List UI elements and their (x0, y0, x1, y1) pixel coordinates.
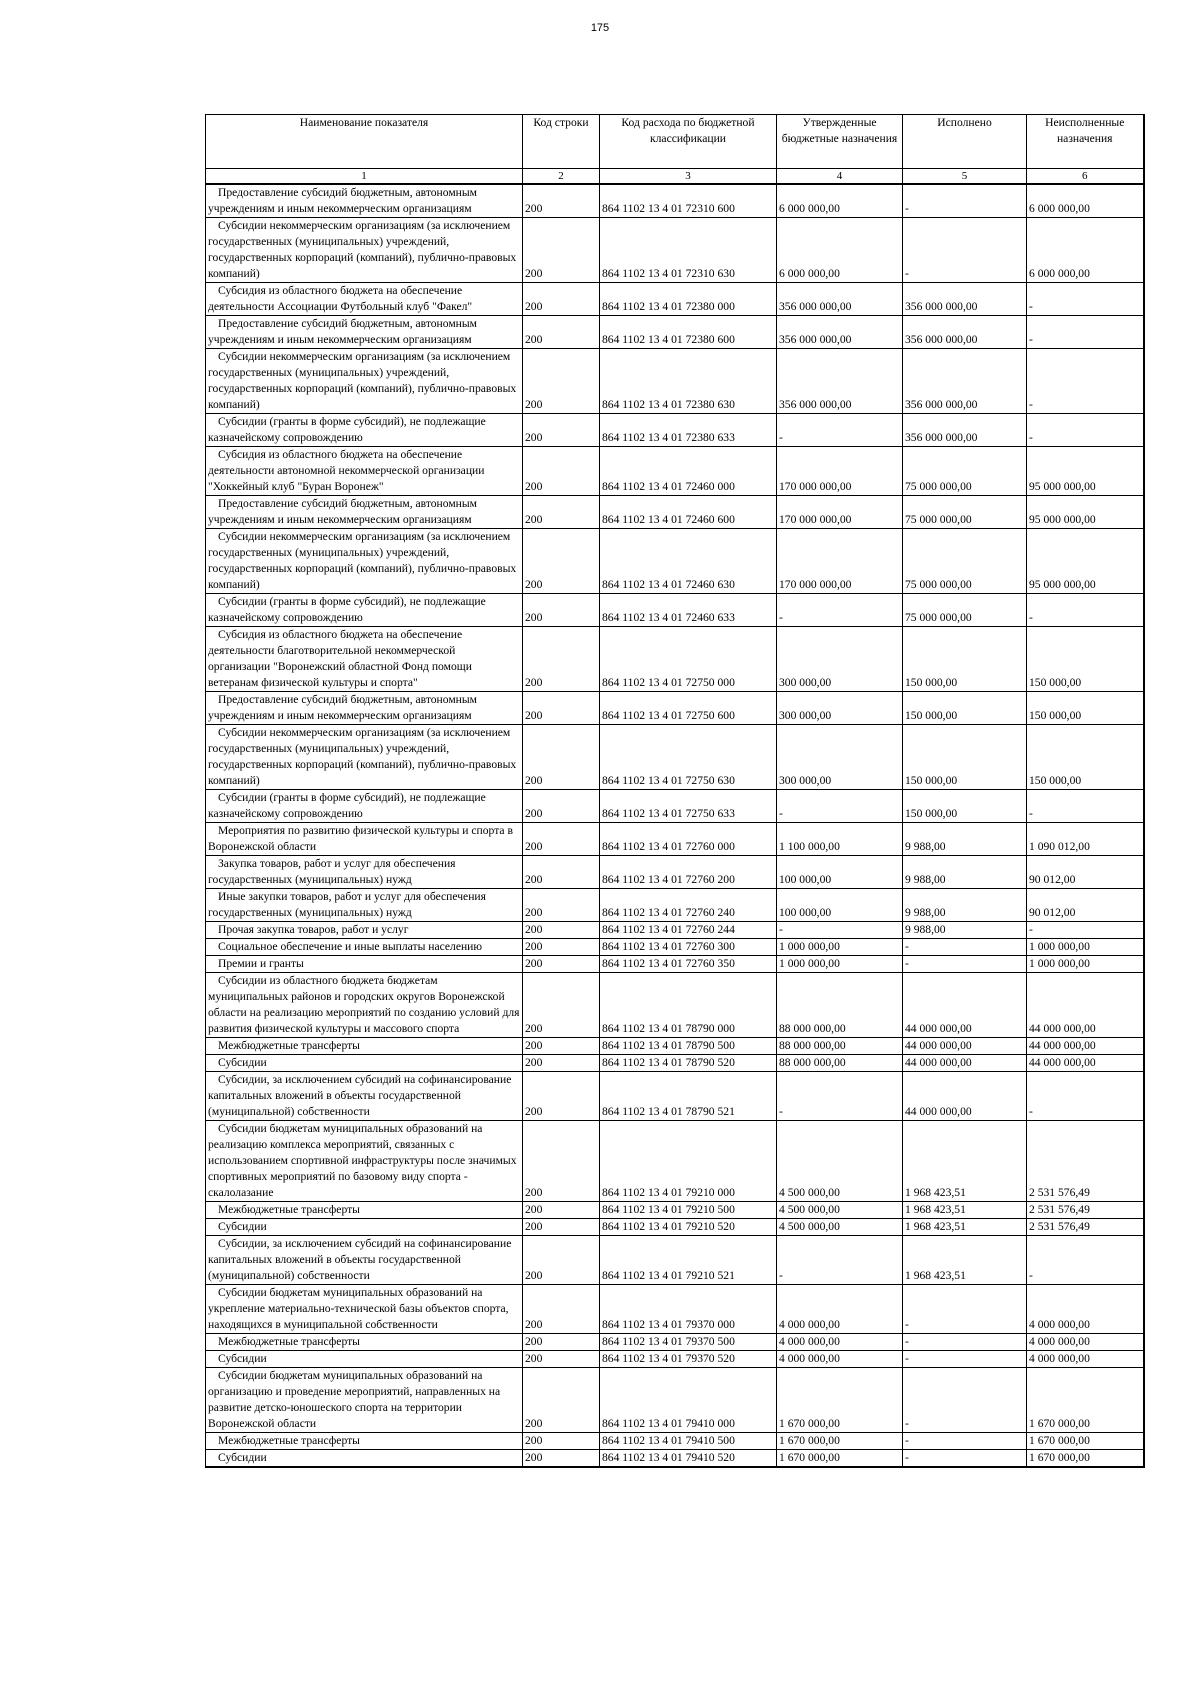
budget-code-cell: 864 1102 13 4 01 79210 521 (600, 1236, 777, 1285)
unexecuted-cell: 95 000 000,00 (1027, 496, 1144, 529)
row-code-cell: 200 (523, 1285, 600, 1334)
row-code-cell: 200 (523, 889, 600, 922)
row-code-cell: 200 (523, 594, 600, 627)
row-code-cell: 200 (523, 218, 600, 283)
unexecuted-cell: 6 000 000,00 (1027, 218, 1144, 283)
executed-cell: 356 000 000,00 (903, 349, 1027, 414)
executed-cell: 44 000 000,00 (903, 1055, 1027, 1072)
executed-cell: 9 988,00 (903, 922, 1027, 939)
table-row (206, 1334, 1144, 1351)
row-code-cell: 200 (523, 922, 600, 939)
column-header-unexecuted: Неисполненные назначения (1027, 115, 1144, 169)
budget-code-cell: 864 1102 13 4 01 72380 600 (600, 316, 777, 349)
executed-cell: 150 000,00 (903, 790, 1027, 823)
row-code-cell: 200 (523, 496, 600, 529)
approved-cell: 88 000 000,00 (777, 973, 903, 1038)
row-code-cell: 200 (523, 1038, 600, 1055)
column-number: 4 (777, 169, 903, 185)
unexecuted-cell: 1 670 000,00 (1027, 1368, 1144, 1433)
table-row (206, 1202, 1144, 1219)
row-name-cell: Субсидии (гранты в форме субсидий), не подлежащие казначейскому сопровождению (206, 594, 523, 627)
row-code-cell: 200 (523, 1334, 600, 1351)
budget-code-cell: 864 1102 13 4 01 72380 630 (600, 349, 777, 414)
approved-cell: - (777, 414, 903, 447)
executed-cell: - (903, 956, 1027, 973)
budget-execution-table (205, 114, 1145, 1468)
budget-code-cell: 864 1102 13 4 01 72460 600 (600, 496, 777, 529)
unexecuted-cell: 90 012,00 (1027, 889, 1144, 922)
row-name-cell: Межбюджетные трансферты (206, 1433, 523, 1450)
row-code-cell: 200 (523, 316, 600, 349)
row-name-cell: Межбюджетные трансферты (206, 1202, 523, 1219)
table-row (206, 1219, 1144, 1236)
row-code-cell: 200 (523, 790, 600, 823)
executed-cell: - (903, 1285, 1027, 1334)
approved-cell: - (777, 790, 903, 823)
approved-cell: 100 000,00 (777, 889, 903, 922)
row-name-cell: Межбюджетные трансферты (206, 1334, 523, 1351)
row-name-cell: Субсидии, за исключением субсидий на софинансирование капитальных вложений в объекты государственной (муниципальной) собственности (206, 1072, 523, 1121)
row-name-cell: Субсидия из областного бюджета на обеспечение деятельности благотворительной некоммерческой организации "Воронежский областной Фонд помощи ветеранам физической культуры и спорта" (206, 627, 523, 692)
budget-code-cell: 864 1102 13 4 01 72750 633 (600, 790, 777, 823)
budget-code-cell: 864 1102 13 4 01 72750 600 (600, 692, 777, 725)
budget-code-cell: 864 1102 13 4 01 79210 000 (600, 1121, 777, 1202)
row-name-cell: Прочая закупка товаров, работ и услуг (206, 922, 523, 939)
executed-cell: 356 000 000,00 (903, 316, 1027, 349)
row-code-cell: 200 (523, 627, 600, 692)
table-row (206, 939, 1144, 956)
approved-cell: - (777, 1072, 903, 1121)
table-row (206, 1121, 1144, 1202)
column-header-name: Наименование показателя (206, 115, 523, 169)
budget-code-cell: 864 1102 13 4 01 72460 630 (600, 529, 777, 594)
unexecuted-cell: - (1027, 790, 1144, 823)
approved-cell: 6 000 000,00 (777, 184, 903, 218)
row-name-cell: Субсидии (гранты в форме субсидий), не подлежащие казначейскому сопровождению (206, 414, 523, 447)
table-row (206, 1038, 1144, 1055)
executed-cell: - (903, 1450, 1027, 1468)
approved-cell: 300 000,00 (777, 692, 903, 725)
table-row (206, 447, 1144, 496)
budget-code-cell: 864 1102 13 4 01 72760 000 (600, 823, 777, 856)
row-code-cell: 200 (523, 1202, 600, 1219)
executed-cell: - (903, 218, 1027, 283)
row-name-cell: Субсидии (206, 1450, 523, 1468)
budget-code-cell: 864 1102 13 4 01 78790 500 (600, 1038, 777, 1055)
budget-code-cell: 864 1102 13 4 01 72310 600 (600, 184, 777, 218)
approved-cell: 1 100 000,00 (777, 823, 903, 856)
approved-cell: 1 000 000,00 (777, 939, 903, 956)
unexecuted-cell: 6 000 000,00 (1027, 184, 1144, 218)
row-name-cell: Иные закупки товаров, работ и услуг для обеспечения государственных (муниципальных) нужд (206, 889, 523, 922)
table-row (206, 627, 1144, 692)
budget-code-cell: 864 1102 13 4 01 72760 200 (600, 856, 777, 889)
approved-cell: 300 000,00 (777, 627, 903, 692)
unexecuted-cell: 1 670 000,00 (1027, 1450, 1144, 1468)
table-body (206, 184, 1144, 1467)
row-code-cell: 200 (523, 414, 600, 447)
column-number: 2 (523, 169, 600, 185)
approved-cell: 170 000 000,00 (777, 447, 903, 496)
executed-cell: 44 000 000,00 (903, 1038, 1027, 1055)
executed-cell: 1 968 423,51 (903, 1219, 1027, 1236)
executed-cell: 150 000,00 (903, 725, 1027, 790)
unexecuted-cell: 90 012,00 (1027, 856, 1144, 889)
table-row (206, 594, 1144, 627)
row-code-cell: 200 (523, 973, 600, 1038)
budget-code-cell: 864 1102 13 4 01 72760 240 (600, 889, 777, 922)
row-name-cell: Премии и гранты (206, 956, 523, 973)
executed-cell: - (903, 939, 1027, 956)
approved-cell: 4 000 000,00 (777, 1334, 903, 1351)
row-code-cell: 200 (523, 184, 600, 218)
table-row (206, 922, 1144, 939)
row-name-cell: Субсидии (гранты в форме субсидий), не подлежащие казначейскому сопровождению (206, 790, 523, 823)
unexecuted-cell: - (1027, 316, 1144, 349)
unexecuted-cell: - (1027, 414, 1144, 447)
unexecuted-cell: 4 000 000,00 (1027, 1351, 1144, 1368)
row-name-cell: Предоставление субсидий бюджетным, автономным учреждениям и иным некоммерческим организациям (206, 184, 523, 218)
table-row (206, 956, 1144, 973)
unexecuted-cell: 44 000 000,00 (1027, 1038, 1144, 1055)
approved-cell: 4 000 000,00 (777, 1351, 903, 1368)
column-header-row-code: Код строки (523, 115, 600, 169)
table-row (206, 184, 1144, 218)
table-row (206, 725, 1144, 790)
unexecuted-cell: 2 531 576,49 (1027, 1121, 1144, 1202)
budget-code-cell: 864 1102 13 4 01 72750 000 (600, 627, 777, 692)
unexecuted-cell: 1 670 000,00 (1027, 1433, 1144, 1450)
row-name-cell: Субсидии из областного бюджета бюджетам муниципальных районов и городских округов Воронежской области на реализацию мероприятий по созданию условий для развития физической культуры и массового спорта (206, 973, 523, 1038)
column-header-budget-code: Код расхода по бюджетной классификации (600, 115, 777, 169)
column-number: 5 (903, 169, 1027, 185)
row-code-cell: 200 (523, 1219, 600, 1236)
budget-code-cell: 864 1102 13 4 01 72310 630 (600, 218, 777, 283)
budget-code-cell: 864 1102 13 4 01 79370 500 (600, 1334, 777, 1351)
executed-cell: 9 988,00 (903, 823, 1027, 856)
row-name-cell: Субсидии некоммерческим организациям (за исключением государственных (муниципальных) учреждений, государственных корпораций (компаний), публично-правовых компаний) (206, 529, 523, 594)
column-number: 6 (1027, 169, 1144, 185)
row-code-cell: 200 (523, 349, 600, 414)
table-row (206, 692, 1144, 725)
table-row (206, 414, 1144, 447)
budget-code-cell: 864 1102 13 4 01 72760 350 (600, 956, 777, 973)
row-code-cell: 200 (523, 856, 600, 889)
table-row (206, 1433, 1144, 1450)
table-row (206, 856, 1144, 889)
row-name-cell: Предоставление субсидий бюджетным, автономным учреждениям и иным некоммерческим организациям (206, 692, 523, 725)
unexecuted-cell: 95 000 000,00 (1027, 529, 1144, 594)
table-row (206, 349, 1144, 414)
budget-code-cell: 864 1102 13 4 01 78790 520 (600, 1055, 777, 1072)
row-name-cell: Межбюджетные трансферты (206, 1038, 523, 1055)
table-row (206, 316, 1144, 349)
row-name-cell: Субсидии (206, 1055, 523, 1072)
table-row (206, 283, 1144, 316)
table-row (206, 529, 1144, 594)
unexecuted-cell: 1 000 000,00 (1027, 956, 1144, 973)
executed-cell: 75 000 000,00 (903, 529, 1027, 594)
table-row (206, 496, 1144, 529)
executed-cell: 44 000 000,00 (903, 1072, 1027, 1121)
row-code-cell: 200 (523, 823, 600, 856)
unexecuted-cell: - (1027, 283, 1144, 316)
unexecuted-cell: 150 000,00 (1027, 692, 1144, 725)
budget-code-cell: 864 1102 13 4 01 79370 000 (600, 1285, 777, 1334)
executed-cell: 9 988,00 (903, 889, 1027, 922)
budget-code-cell: 864 1102 13 4 01 72380 633 (600, 414, 777, 447)
row-name-cell: Мероприятия по развитию физической культуры и спорта в Воронежской области (206, 823, 523, 856)
executed-cell: - (903, 184, 1027, 218)
column-number: 1 (206, 169, 523, 185)
budget-code-cell: 864 1102 13 4 01 78790 000 (600, 973, 777, 1038)
row-code-cell: 200 (523, 1121, 600, 1202)
executed-cell: 150 000,00 (903, 627, 1027, 692)
approved-cell: - (777, 1236, 903, 1285)
column-header-executed: Исполнено (903, 115, 1027, 169)
column-number-row (206, 169, 1144, 185)
row-name-cell: Субсидии бюджетам муниципальных образований на укрепление материально-технической базы объектов спорта, находящихся в муниципальной собственности (206, 1285, 523, 1334)
executed-cell: 44 000 000,00 (903, 973, 1027, 1038)
unexecuted-cell: 1 000 000,00 (1027, 939, 1144, 956)
executed-cell: 356 000 000,00 (903, 283, 1027, 316)
row-code-cell: 200 (523, 1236, 600, 1285)
executed-cell: 1 968 423,51 (903, 1202, 1027, 1219)
approved-cell: - (777, 594, 903, 627)
approved-cell: 6 000 000,00 (777, 218, 903, 283)
approved-cell: 4 500 000,00 (777, 1202, 903, 1219)
table-row (206, 1236, 1144, 1285)
approved-cell: 1 670 000,00 (777, 1433, 903, 1450)
table-row (206, 1351, 1144, 1368)
unexecuted-cell: 150 000,00 (1027, 627, 1144, 692)
row-name-cell: Предоставление субсидий бюджетным, автономным учреждениям и иным некоммерческим организациям (206, 496, 523, 529)
executed-cell: - (903, 1368, 1027, 1433)
row-name-cell: Субсидии (206, 1219, 523, 1236)
unexecuted-cell: 150 000,00 (1027, 725, 1144, 790)
approved-cell: 1 670 000,00 (777, 1368, 903, 1433)
executed-cell: - (903, 1334, 1027, 1351)
approved-cell: 1 670 000,00 (777, 1450, 903, 1468)
approved-cell: 300 000,00 (777, 725, 903, 790)
executed-cell: 356 000 000,00 (903, 414, 1027, 447)
budget-code-cell: 864 1102 13 4 01 72760 300 (600, 939, 777, 956)
budget-code-cell: 864 1102 13 4 01 79370 520 (600, 1351, 777, 1368)
budget-code-cell: 864 1102 13 4 01 79410 500 (600, 1433, 777, 1450)
executed-cell: 75 000 000,00 (903, 496, 1027, 529)
row-name-cell: Закупка товаров, работ и услуг для обеспечения государственных (муниципальных) нужд (206, 856, 523, 889)
budget-code-cell: 864 1102 13 4 01 72460 633 (600, 594, 777, 627)
table-row (206, 973, 1144, 1038)
unexecuted-cell: 2 531 576,49 (1027, 1202, 1144, 1219)
approved-cell: 170 000 000,00 (777, 529, 903, 594)
approved-cell: 356 000 000,00 (777, 349, 903, 414)
table-row (206, 790, 1144, 823)
column-number: 3 (600, 169, 777, 185)
approved-cell: - (777, 922, 903, 939)
unexecuted-cell: 44 000 000,00 (1027, 1055, 1144, 1072)
approved-cell: 100 000,00 (777, 856, 903, 889)
row-code-cell: 200 (523, 1072, 600, 1121)
unexecuted-cell: 1 090 012,00 (1027, 823, 1144, 856)
approved-cell: 88 000 000,00 (777, 1055, 903, 1072)
approved-cell: 1 000 000,00 (777, 956, 903, 973)
budget-code-cell: 864 1102 13 4 01 79210 520 (600, 1219, 777, 1236)
budget-code-cell: 864 1102 13 4 01 79210 500 (600, 1202, 777, 1219)
executed-cell: 9 988,00 (903, 856, 1027, 889)
row-code-cell: 200 (523, 956, 600, 973)
unexecuted-cell: 95 000 000,00 (1027, 447, 1144, 496)
executed-cell: 1 968 423,51 (903, 1121, 1027, 1202)
approved-cell: 4 500 000,00 (777, 1121, 903, 1202)
table-row (206, 1450, 1144, 1468)
approved-cell: 170 000 000,00 (777, 496, 903, 529)
approved-cell: 4 000 000,00 (777, 1285, 903, 1334)
table-row (206, 218, 1144, 283)
row-name-cell: Субсидии некоммерческим организациям (за исключением государственных (муниципальных) учреждений, государственных корпораций (компаний), публично-правовых компаний) (206, 725, 523, 790)
unexecuted-cell: 44 000 000,00 (1027, 973, 1144, 1038)
approved-cell: 4 500 000,00 (777, 1219, 903, 1236)
row-code-cell: 200 (523, 692, 600, 725)
executed-cell: 75 000 000,00 (903, 594, 1027, 627)
unexecuted-cell: - (1027, 1236, 1144, 1285)
page-number: 175 (590, 22, 610, 34)
row-code-cell: 200 (523, 1450, 600, 1468)
header-row (206, 115, 1144, 169)
executed-cell: - (903, 1433, 1027, 1450)
unexecuted-cell: 2 531 576,49 (1027, 1219, 1144, 1236)
row-name-cell: Субсидии бюджетам муниципальных образований на организацию и проведение мероприятий, направленных на развитие детско-юношеского спорта на территории Воронежской области (206, 1368, 523, 1433)
table-row (206, 889, 1144, 922)
row-code-cell: 200 (523, 1351, 600, 1368)
budget-code-cell: 864 1102 13 4 01 78790 521 (600, 1072, 777, 1121)
row-code-cell: 200 (523, 529, 600, 594)
budget-code-cell: 864 1102 13 4 01 72750 630 (600, 725, 777, 790)
unexecuted-cell: 4 000 000,00 (1027, 1334, 1144, 1351)
executed-cell: 1 968 423,51 (903, 1236, 1027, 1285)
row-code-cell: 200 (523, 283, 600, 316)
executed-cell: 150 000,00 (903, 692, 1027, 725)
column-header-approved: Утвержденные бюджетные назначения (777, 115, 903, 169)
approved-cell: 88 000 000,00 (777, 1038, 903, 1055)
unexecuted-cell: - (1027, 594, 1144, 627)
table-row (206, 1072, 1144, 1121)
unexecuted-cell: - (1027, 1072, 1144, 1121)
approved-cell: 356 000 000,00 (777, 283, 903, 316)
row-name-cell: Предоставление субсидий бюджетным, автономным учреждениям и иным некоммерческим организациям (206, 316, 523, 349)
row-code-cell: 200 (523, 447, 600, 496)
row-code-cell: 200 (523, 939, 600, 956)
row-name-cell: Субсидия из областного бюджета на обеспечение деятельности автономной некоммерческой организации "Хоккейный клуб "Буран Воронеж" (206, 447, 523, 496)
budget-code-cell: 864 1102 13 4 01 72380 000 (600, 283, 777, 316)
budget-code-cell: 864 1102 13 4 01 79410 520 (600, 1450, 777, 1468)
unexecuted-cell: - (1027, 349, 1144, 414)
table-row (206, 1368, 1144, 1433)
row-name-cell: Субсидии (206, 1351, 523, 1368)
unexecuted-cell: 4 000 000,00 (1027, 1285, 1144, 1334)
row-code-cell: 200 (523, 1368, 600, 1433)
row-code-cell: 200 (523, 1433, 600, 1450)
approved-cell: 356 000 000,00 (777, 316, 903, 349)
row-name-cell: Субсидия из областного бюджета на обеспечение деятельности Ассоциации Футбольный клуб "Факел" (206, 283, 523, 316)
table-row (206, 1055, 1144, 1072)
table-row (206, 823, 1144, 856)
unexecuted-cell: - (1027, 922, 1144, 939)
executed-cell: 75 000 000,00 (903, 447, 1027, 496)
row-name-cell: Субсидии некоммерческим организациям (за исключением государственных (муниципальных) учреждений, государственных корпораций (компаний), публично-правовых компаний) (206, 218, 523, 283)
row-name-cell: Субсидии некоммерческим организациям (за исключением государственных (муниципальных) учреждений, государственных корпораций (компаний), публично-правовых компаний) (206, 349, 523, 414)
table-row (206, 1285, 1144, 1334)
row-name-cell: Субсидии бюджетам муниципальных образований на реализацию комплекса мероприятий, связанных с использованием спортивной инфраструктуры после значимых спортивных мероприятий по базовому виду спорта - скалолазание (206, 1121, 523, 1202)
row-name-cell: Субсидии, за исключением субсидий на софинансирование капитальных вложений в объекты государственной (муниципальной) собственности (206, 1236, 523, 1285)
row-code-cell: 200 (523, 1055, 600, 1072)
row-code-cell: 200 (523, 725, 600, 790)
budget-code-cell: 864 1102 13 4 01 79410 000 (600, 1368, 777, 1433)
budget-code-cell: 864 1102 13 4 01 72760 244 (600, 922, 777, 939)
budget-code-cell: 864 1102 13 4 01 72460 000 (600, 447, 777, 496)
row-name-cell: Социальное обеспечение и иные выплаты населению (206, 939, 523, 956)
executed-cell: - (903, 1351, 1027, 1368)
